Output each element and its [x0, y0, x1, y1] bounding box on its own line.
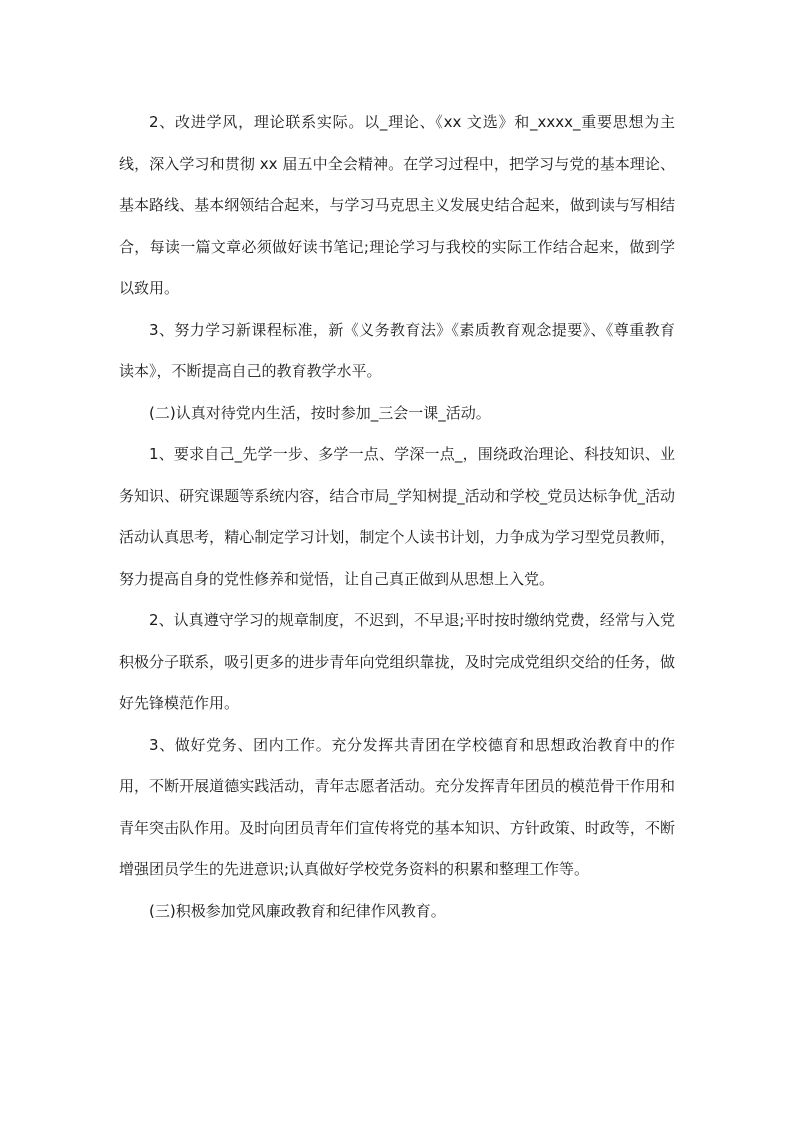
section-heading-integrity-education: (三)积极参加党风廉政教育和纪律作风教育。: [149, 901, 446, 920]
paragraph-curriculum-standards: 3、努力学习新课程标准，新《义务教育法》《素质教育观念提要》、《尊重教育读本》，不断提高自己的教育教学水平。: [119, 320, 675, 380]
section-heading-party-life: (二)认真对待党内生活，按时参加_三会一课_活动。: [149, 403, 491, 422]
document-body: [119, 102, 675, 932]
paragraph-self-requirements: 1、要求自己_先学一步、多学一点、学深一点_，围绕政治理论、科技知识、业务知识、研究课题等系统内容，结合市局_学知树提_活动和学校_党员达标争优_活动活动认真思考，精心制定学习计划，制定个人读书计划，力争成为学习型党员教师，努力提高自身的党性修养和觉悟，让自己真正做到从思想上入党。: [119, 445, 675, 588]
paragraph-rules-compliance: 2、认真遵守学习的规章制度，不迟到，不早退;平时按时缴纳党费，经常与入党积极分子联系，吸引更多的进步青年向党组织靠拢，及时完成党组织交给的任务，做好先锋模范作用。: [119, 611, 675, 712]
paragraph-party-league-work: 3、做好党务、团内工作。充分发挥共青团在学校德育和思想政治教育中的作用，不断开展道德实践活动，青年志愿者活动。充分发挥青年团员的模范骨干作用和青年突击队作用。及时向团员青年们宣传将党的基本知识、方针政策、时政等，不断增强团员学生的先进意识;认真做好学校党务资料的积累和整理工作等。: [119, 735, 675, 878]
paragraph-study-style: 2、改进学风，理论联系实际。以_理论、《xx 文选》和_xxxx_重要思想为主线，深入学习和贯彻 xx 届五中全会精神。在学习过程中，把学习与党的基本理论、基本路线、基本纲领结合起来，与学习马克思主义发展史结合起来，做到读与写相结合，每读一篇文章必须做好读书笔记;理论学习与我校的实际工作结合起来，做到学以致用。: [119, 113, 675, 297]
